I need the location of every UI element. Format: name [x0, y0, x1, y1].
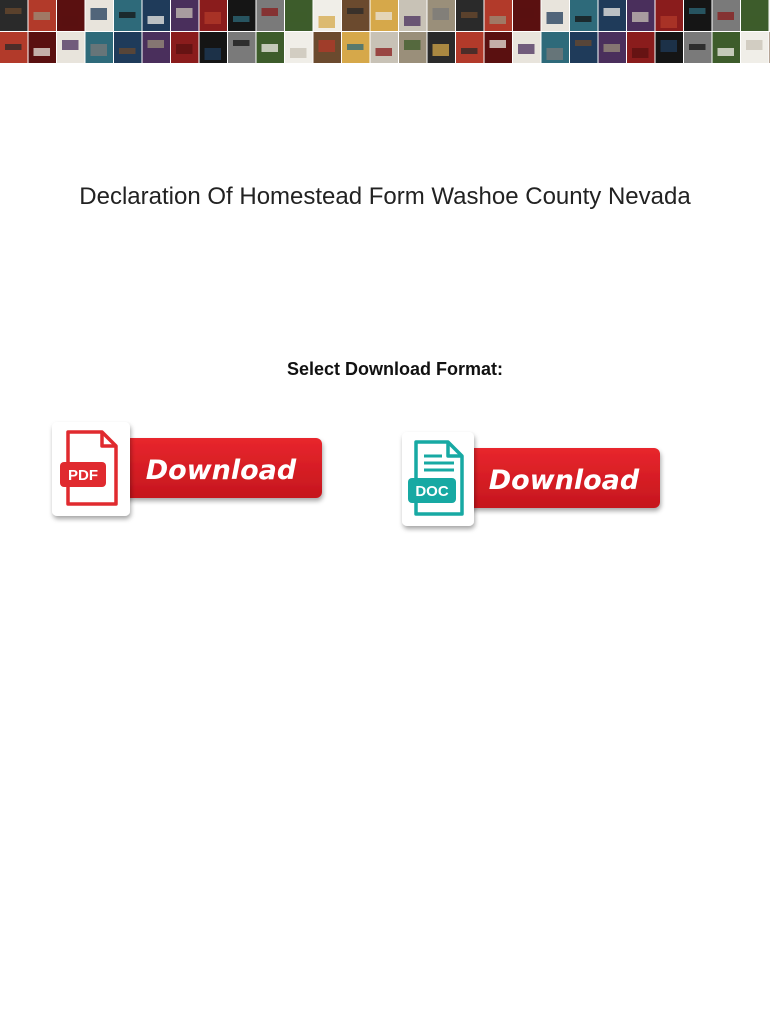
cover-tile-detail	[518, 44, 535, 54]
cover-tile-detail	[689, 44, 706, 50]
cover-tile-detail	[262, 44, 279, 52]
cover-tile-detail	[547, 48, 564, 60]
pdf-download-label: Download	[145, 455, 297, 486]
cover-tile-detail	[62, 40, 79, 50]
cover-tile-detail	[518, 8, 535, 18]
cover-tile-detail	[461, 48, 478, 54]
cover-tile-detail	[290, 48, 307, 58]
cover-tile-detail	[376, 12, 393, 20]
cover-tile-detail	[433, 8, 450, 20]
page-title: Declaration Of Homestead Form Washoe County Nevada	[79, 183, 691, 210]
select-format-label: Select Download Format:	[286, 359, 504, 379]
pdf-file-icon	[52, 422, 130, 516]
cover-tile-detail	[319, 16, 336, 28]
cover-tile	[570, 0, 598, 31]
cover-tile-detail	[262, 8, 279, 16]
cover-tile-detail	[119, 48, 136, 54]
cover-tile-detail	[632, 12, 649, 22]
cover-tile-detail	[290, 12, 307, 22]
cover-tile	[485, 0, 513, 31]
doc-download-button[interactable]	[398, 428, 666, 530]
doc-format-label: DOC	[415, 483, 449, 500]
cover-tile	[627, 32, 655, 63]
cover-tile-detail	[91, 8, 108, 20]
cover-tile-detail	[176, 44, 193, 54]
cover-tile-detail	[490, 16, 507, 24]
cover-tile	[371, 32, 399, 63]
pdf-download-button[interactable]	[48, 418, 328, 520]
cover-tile-detail	[575, 16, 592, 22]
cover-tile	[741, 0, 769, 31]
cover-tile	[228, 32, 256, 63]
header-banner	[0, 0, 770, 64]
cover-tile-detail	[148, 16, 165, 24]
cover-tile	[285, 32, 313, 63]
cover-tile	[143, 0, 171, 31]
cover-collage	[0, 0, 770, 64]
cover-tile	[713, 32, 741, 63]
cover-tile	[114, 32, 142, 63]
cover-tile-detail	[604, 44, 621, 52]
cover-tile-detail	[319, 40, 336, 52]
cover-tile-detail	[34, 48, 51, 56]
cover-tile-detail	[547, 12, 564, 24]
cover-tile-detail	[347, 8, 364, 14]
cover-tile	[0, 0, 28, 31]
doc-file-icon	[402, 432, 474, 526]
cover-tile-detail	[433, 44, 450, 56]
cover-tile-detail	[746, 40, 763, 50]
cover-tile-detail	[233, 16, 250, 22]
cover-tile-detail	[461, 12, 478, 18]
cover-tile-detail	[176, 8, 193, 18]
cover-tile-detail	[604, 8, 621, 16]
cover-tile-detail	[661, 40, 678, 52]
cover-tile-detail	[148, 40, 165, 48]
cover-tile-detail	[718, 12, 735, 20]
cover-tile-detail	[661, 16, 678, 28]
cover-tile-detail	[62, 16, 79, 26]
cover-tile	[228, 0, 256, 31]
cover-tile-detail	[376, 48, 393, 56]
cover-tile-detail	[746, 16, 763, 26]
cover-tile	[399, 0, 427, 31]
cover-tile-detail	[205, 12, 222, 24]
doc-download-label: Download	[488, 465, 640, 496]
cover-tile-detail	[404, 16, 421, 26]
cover-tile-detail	[575, 40, 592, 46]
cover-tile-detail	[347, 44, 364, 50]
cover-tile-detail	[91, 44, 108, 56]
cover-tile-detail	[205, 48, 222, 60]
cover-tile	[342, 0, 370, 31]
cover-tile-detail	[404, 40, 421, 50]
cover-tile-detail	[490, 40, 507, 48]
cover-tile	[456, 32, 484, 63]
cover-tile	[684, 0, 712, 31]
cover-tile-detail	[233, 40, 250, 46]
cover-tile	[570, 32, 598, 63]
cover-tile-detail	[34, 12, 51, 20]
cover-tile-detail	[119, 12, 136, 18]
cover-tile-detail	[689, 8, 706, 14]
cover-tile	[57, 0, 85, 31]
cover-tile-detail	[5, 8, 22, 14]
cover-tile	[29, 32, 57, 63]
cover-tile-detail	[718, 48, 735, 56]
pdf-format-label: PDF	[68, 467, 98, 484]
cover-tile-detail	[5, 44, 22, 50]
cover-tile-detail	[632, 48, 649, 58]
